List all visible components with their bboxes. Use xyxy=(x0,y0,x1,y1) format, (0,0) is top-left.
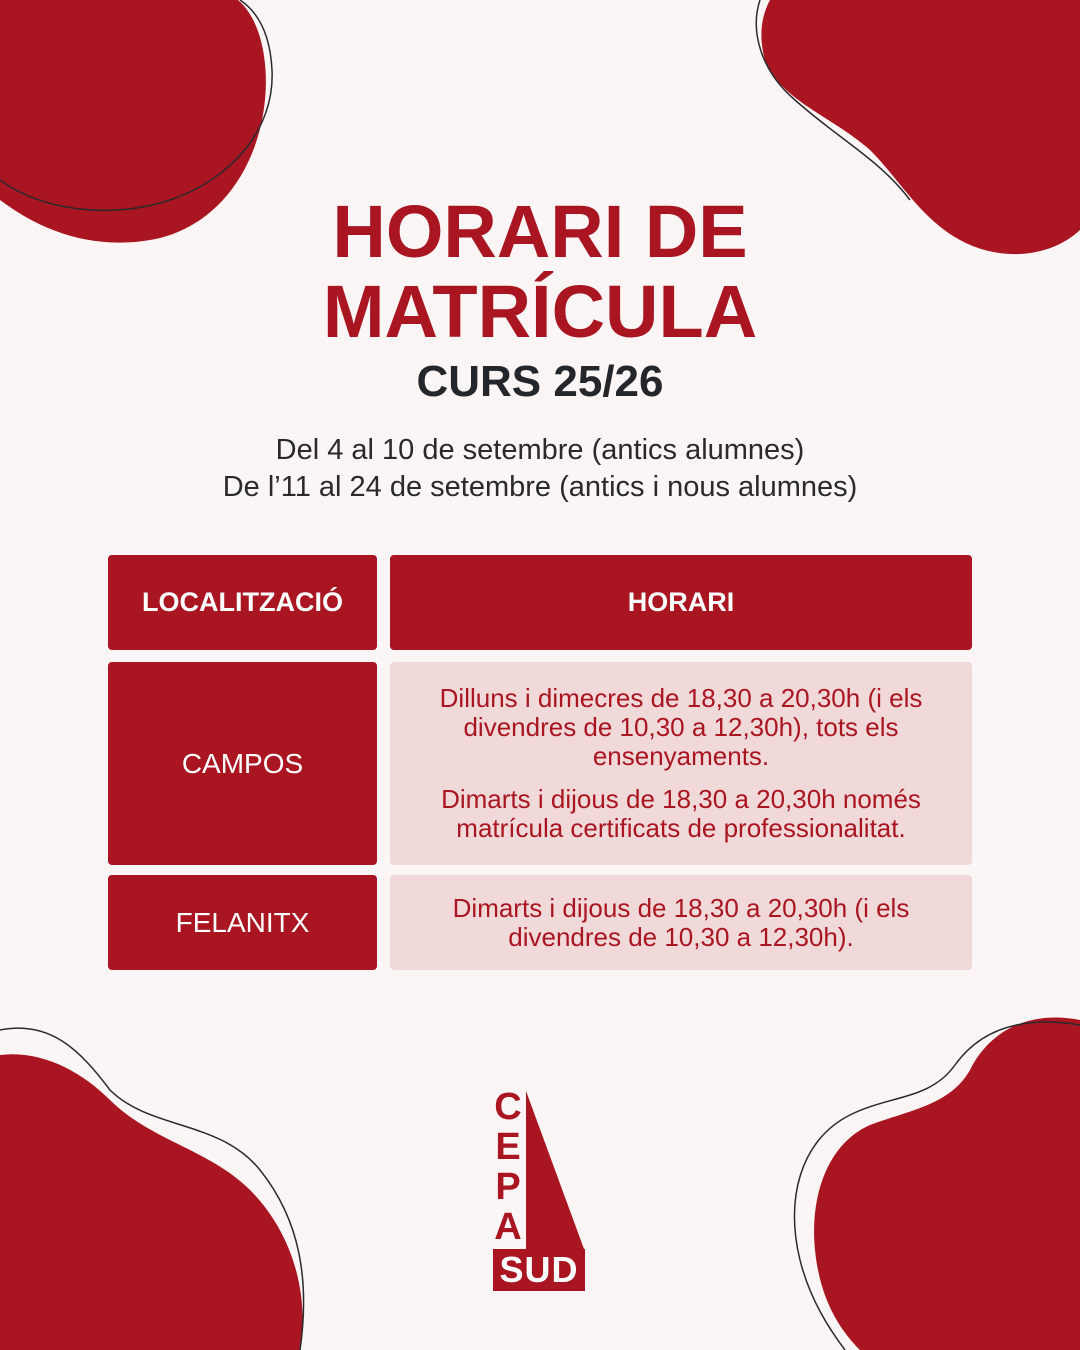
enrollment-dates xyxy=(0,432,1080,506)
campos-schedule-2: Dimarts i dijous de 18,30 a 20,30h només matrícula certificats de professionalitat. xyxy=(441,784,921,843)
page-title xyxy=(0,192,1080,352)
bottom-right-blob xyxy=(780,1010,1080,1350)
felanitx-schedule-1: Dimarts i dijous de 18,30 a 20,30h (i els divendres de 10,30 a 12,30h). xyxy=(452,892,910,952)
row-felanitx-schedule xyxy=(390,875,972,970)
logo-letter-e: E xyxy=(495,1126,521,1168)
header-location: LOCALITZACIÓ xyxy=(108,555,377,650)
dates-line-2: De l’11 al 24 de setembre (antics i nous alumnes) xyxy=(222,471,858,503)
logo-letter-p: P xyxy=(495,1166,521,1208)
row-campos-schedule xyxy=(390,662,972,865)
cepa-sud-logo xyxy=(493,1087,587,1291)
row-felanitx-location: FELANITX xyxy=(108,875,377,970)
row-campos-location: CAMPOS xyxy=(108,662,377,865)
bottom-left-blob xyxy=(0,1020,320,1350)
dates-line-1: Del 4 al 10 de setembre (antics alumnes) xyxy=(275,434,805,466)
logo-letter-a: A xyxy=(494,1206,522,1248)
logo-sud: SUD xyxy=(499,1249,579,1290)
header-schedule: HORARI xyxy=(390,555,972,650)
course-subtitle: CURS 25/26 xyxy=(416,357,664,406)
title-line-2: MATRÍCULA xyxy=(322,270,758,353)
logo-letter-c: C xyxy=(494,1086,522,1128)
title-line-1: HORARI DE xyxy=(332,190,748,273)
campos-schedule-1: Dilluns i dimecres de 18,30 a 20,30h (i els divendres de 10,30 a 12,30h), tots els ensenyaments. xyxy=(439,683,923,771)
